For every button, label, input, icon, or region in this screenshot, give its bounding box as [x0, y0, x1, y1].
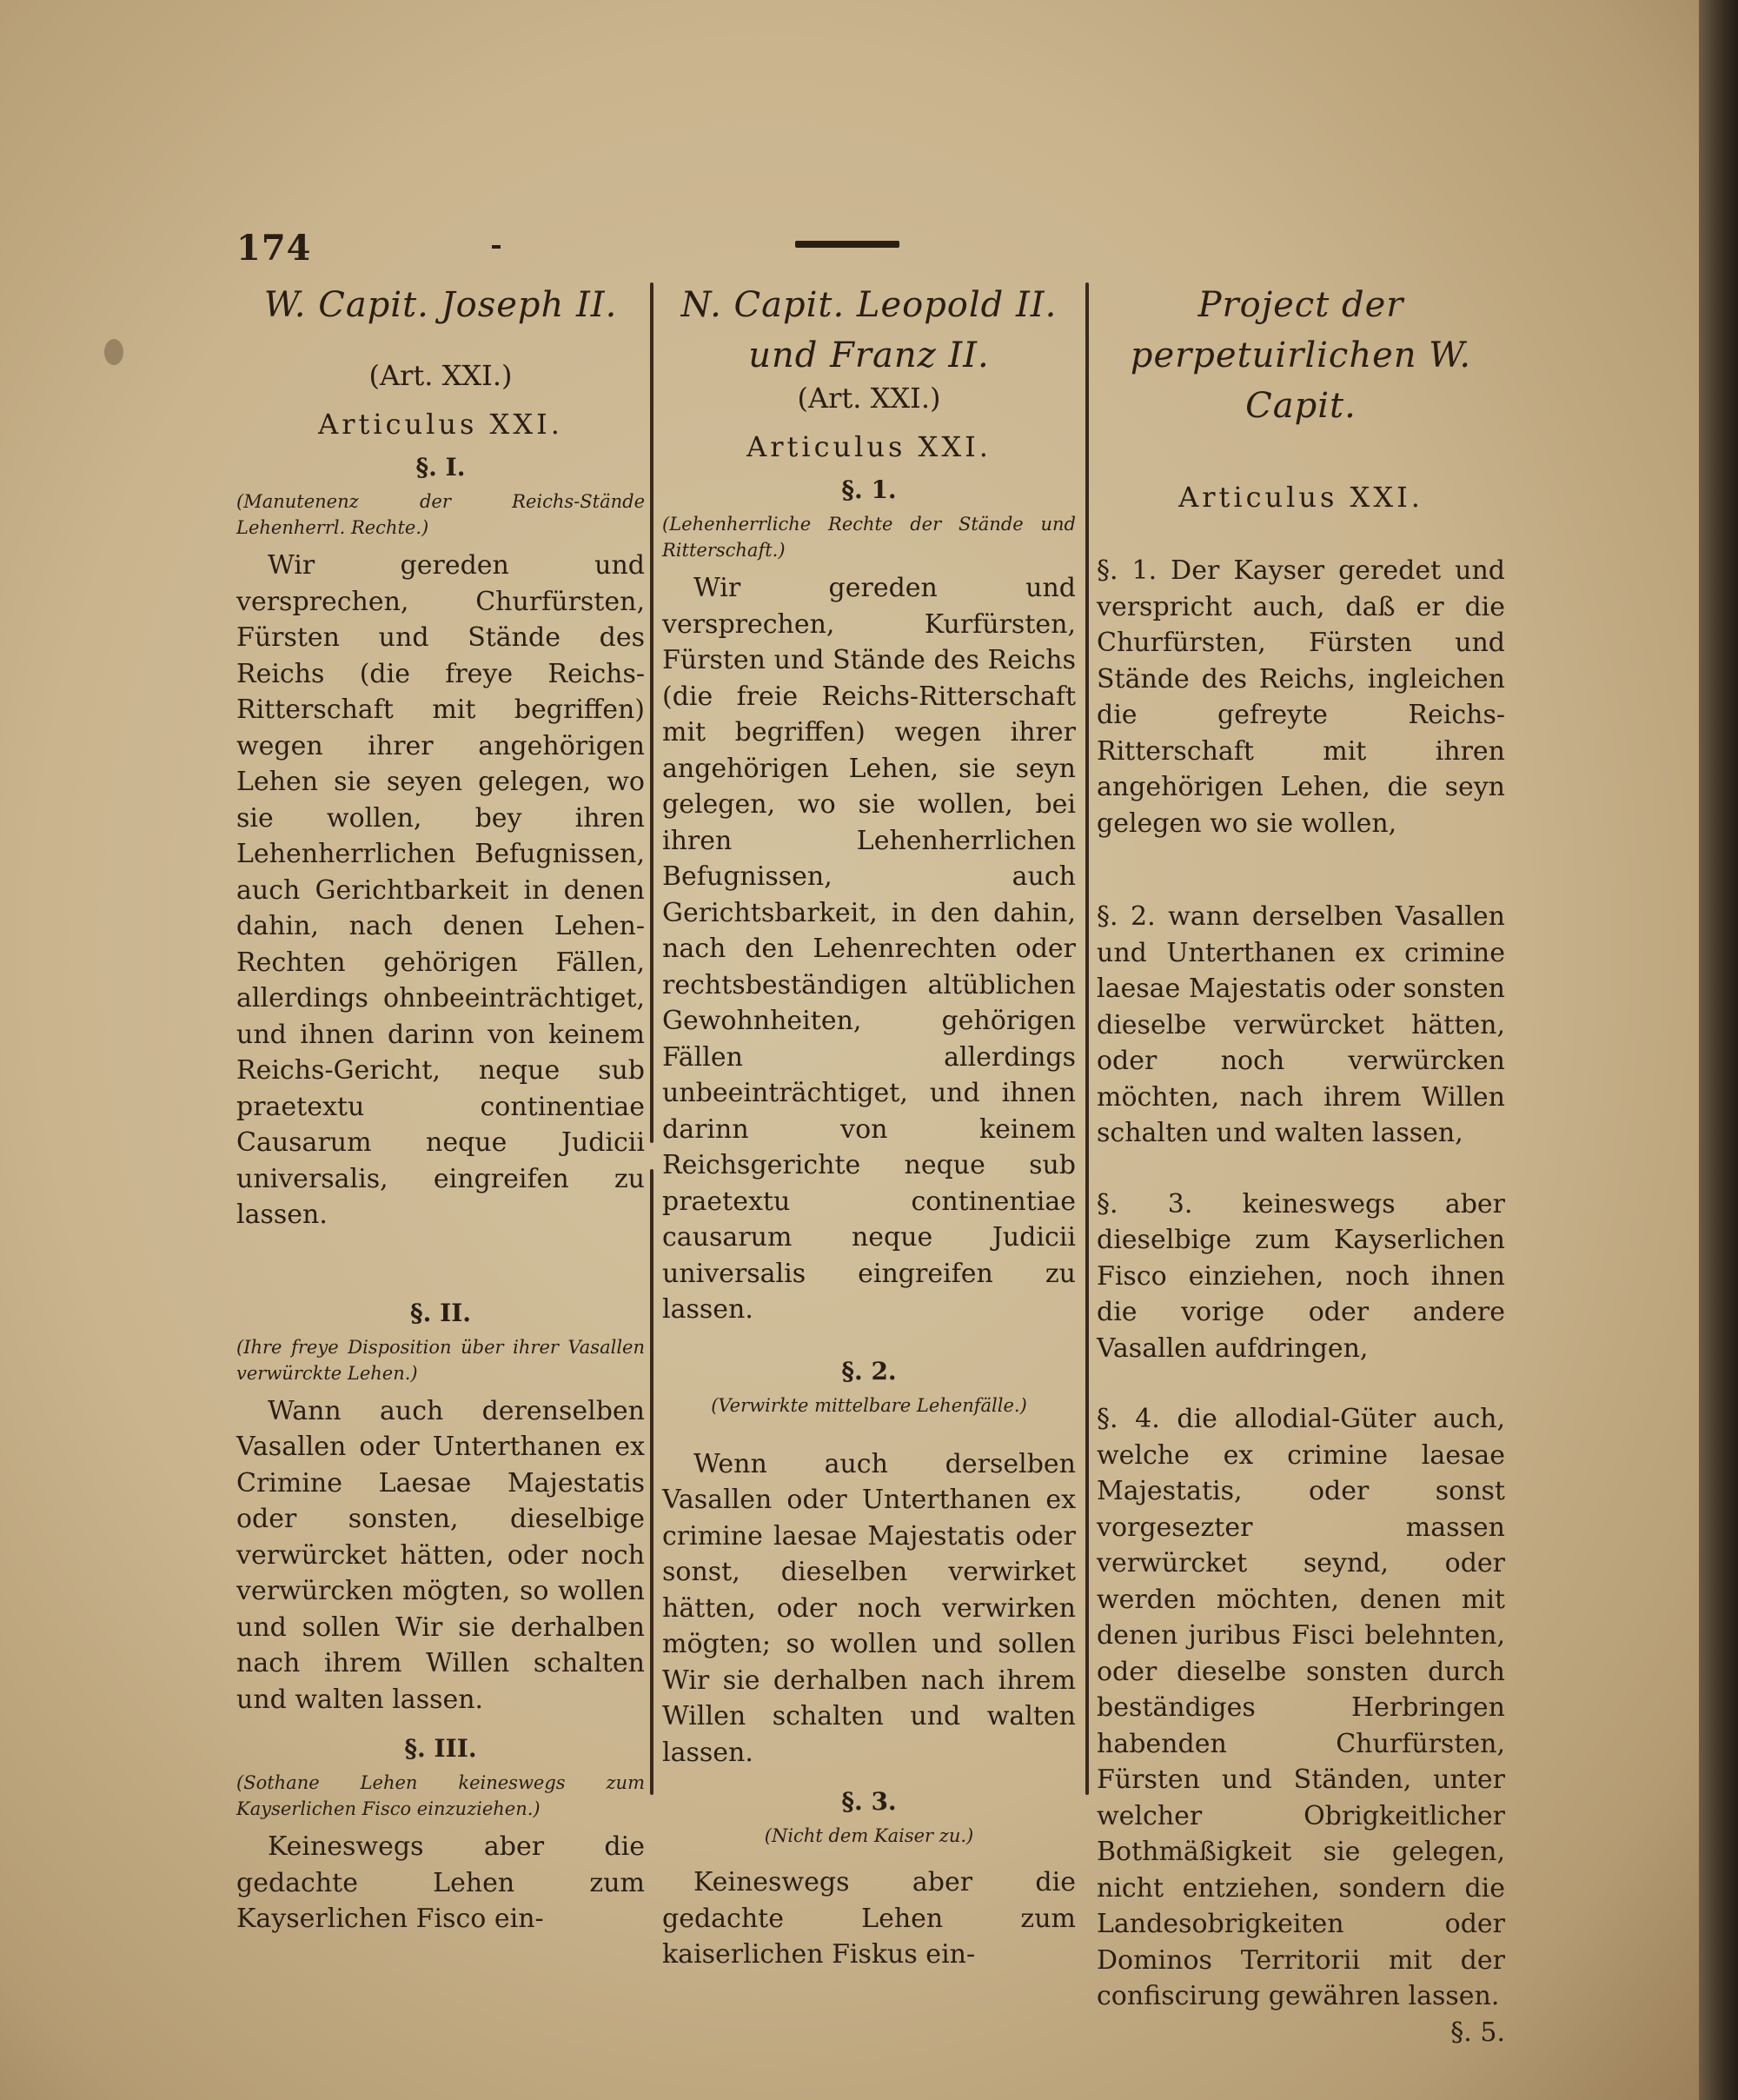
section-number: §. 2. [841, 1356, 897, 1386]
section-number: §. 3. [841, 1787, 897, 1816]
column-heading: W. Capit. Joseph II. [263, 285, 618, 325]
section-text: §. 1. Der Kayser geredet und verspricht auch, daß er die Churfürsten, Fürsten und Stände des Reichs, ingleichen die gefreyte Reichs-Ritterschaft mit ihren angehörigen Lehen, die seyn gelegen wo sie wollen, [1097, 555, 1505, 839]
page-number: 174 [236, 228, 312, 269]
section-text: Keineswegs aber die gedachte Lehen zum kaiserlichen Fiskus ein- [662, 1867, 1076, 1970]
column-divider-left [650, 282, 653, 1143]
section-text: Wir gereden und versprechen, Kurfürsten, Fürsten und Stände des Reichs (die freie Reichs-Ritterschaft mit begriffen) wegen ihrer angehörigen Lehen, sie seyn gelegen, wo sie wollen, bei ihren Lehenherrlichen Befugnissen, auch Gerichtsbarkeit, in den dahin, nach den Lehenrechten oder rechtsbeständigen altüblichen Gewohnheiten, gehörigen Fällen allerdings unbeeinträchtiget, und ihnen darinn von keinem Reichsgerichte neque sub praetextu continentiae causarum neque Judicii universalis eingreifen zu lassen. [662, 573, 1076, 1325]
section-text: Wenn auch derselben Vasallen oder Unterthanen ex crimine laesae Majestatis oder sonst, dieselben verwirket hätten, oder noch verwirken mögten; so wollen und sollen Wir sie derhalben nach ihrem Willen schalten und walten lassen. [662, 1448, 1076, 1768]
section-text: Wann auch derenselben Vasallen oder Unterthanen ex Crimine Laesae Majestatis oder sonsten, dieselbige verwürcket hätten, oder noch verwürcken mögten, so wollen und sollen Wir sie derhalben nach ihrem Willen schalten und walten lassen. [236, 1395, 645, 1715]
section-text: §. 2. wann derselben Vasallen und Unterthanen ex crimine laesae Majestatis oder sonsten dieselbe verwürcket hätten, oder noch verwürcken möchten, nach ihrem Willen schalten und walten lassen, [1097, 901, 1505, 1148]
section-text: §. 3. keineswegs aber dieselbige zum Kayserlichen Fisco einziehen, noch ihnen die vorige oder andere Vasallen aufdringen, [1097, 1188, 1505, 1364]
catchword: §. 5. [1450, 2017, 1505, 2048]
header-dash [492, 245, 501, 249]
section-number: §. I. [415, 453, 466, 482]
article-ref: (Art. XXI.) [368, 359, 513, 392]
section-text: §. 4. die allodial-Güter auch, welche ex crimine laesae Majestatis, oder sonst vorgesezter massen verwürcket seynd, oder werden möchten, denen mit denen juribus Fisci belehnten, oder dieselbe sonsten durch beständiges Herbringen habenden Churfürsten, Fürsten und Ständen, unter welcher Obrigkeitlicher Bothmäßigkeit sie gelegen, nicht entziehen, sondern die Landesobrigkeiten oder Dominos Territorii mit der confiscirung gewähren lassen. [1097, 1404, 1505, 2011]
header-rule [795, 241, 899, 248]
column-leopold-franz-ii [662, 280, 1076, 1973]
section-number: §. II. [409, 1298, 472, 1327]
section-text: Wir gereden und versprechen, Churfürsten, Fürsten und Stände des Reichs (die freye Reichs-Ritterschaft mit begriffen) wegen ihrer angehörigen Lehen sie seyen gelegen, wo sie wollen, bey ihren Lehenherrlichen Befugnissen, auch Gerichtbarkeit in denen dahin, nach denen Lehen-Rechten gehörigen Fällen, allerdings ohnbeeinträchtiget, und ihnen darinn von keinem Reichs-Gericht, neque sub praetextu continentiae Causarum neque Judicii universalis, eingreifen zu lassen. [236, 550, 645, 1230]
section-number: §. III. [404, 1734, 477, 1763]
column-divider-right [1085, 282, 1089, 1795]
ink-stain [104, 339, 123, 365]
column-heading: Project der perpetuirlichen W. Capit. [1130, 285, 1472, 426]
column-perpetual-project [1097, 280, 1505, 2050]
section-note: (Lehenherrliche Rechte der Stände und Ritterschaft.) [662, 514, 1076, 561]
page-edge-shadow [1699, 0, 1738, 2100]
section-note: (Nicht dem Kaiser zu.) [764, 1825, 974, 1846]
column-joseph-ii [236, 280, 645, 1937]
article-ref: (Art. XXI.) [797, 382, 941, 415]
articulus-title: Articulus XXI. [318, 408, 563, 441]
articulus-title: Articulus XXI. [1178, 481, 1423, 514]
section-note: (Verwirkte mittelbare Lehenfälle.) [711, 1394, 1027, 1416]
section-note: (Sothane Lehen keineswegs zum Kayserlichen Fisco einzuziehen.) [236, 1772, 645, 1819]
column-divider-left-lower [650, 1169, 653, 1795]
section-text: Keineswegs aber die gedachte Lehen zum Kayserlichen Fisco ein- [236, 1831, 645, 1934]
column-heading: N. Capit. Leopold II. und Franz II. [680, 285, 1058, 375]
articulus-title: Articulus XXI. [746, 430, 992, 463]
section-note: (Ihre freye Disposition über ihrer Vasallen verwürckte Lehen.) [236, 1336, 645, 1384]
section-note: (Manutenenz der Reichs-Stände Lehenherrl. Rechte.) [236, 491, 645, 538]
section-number: §. 1. [841, 475, 897, 504]
